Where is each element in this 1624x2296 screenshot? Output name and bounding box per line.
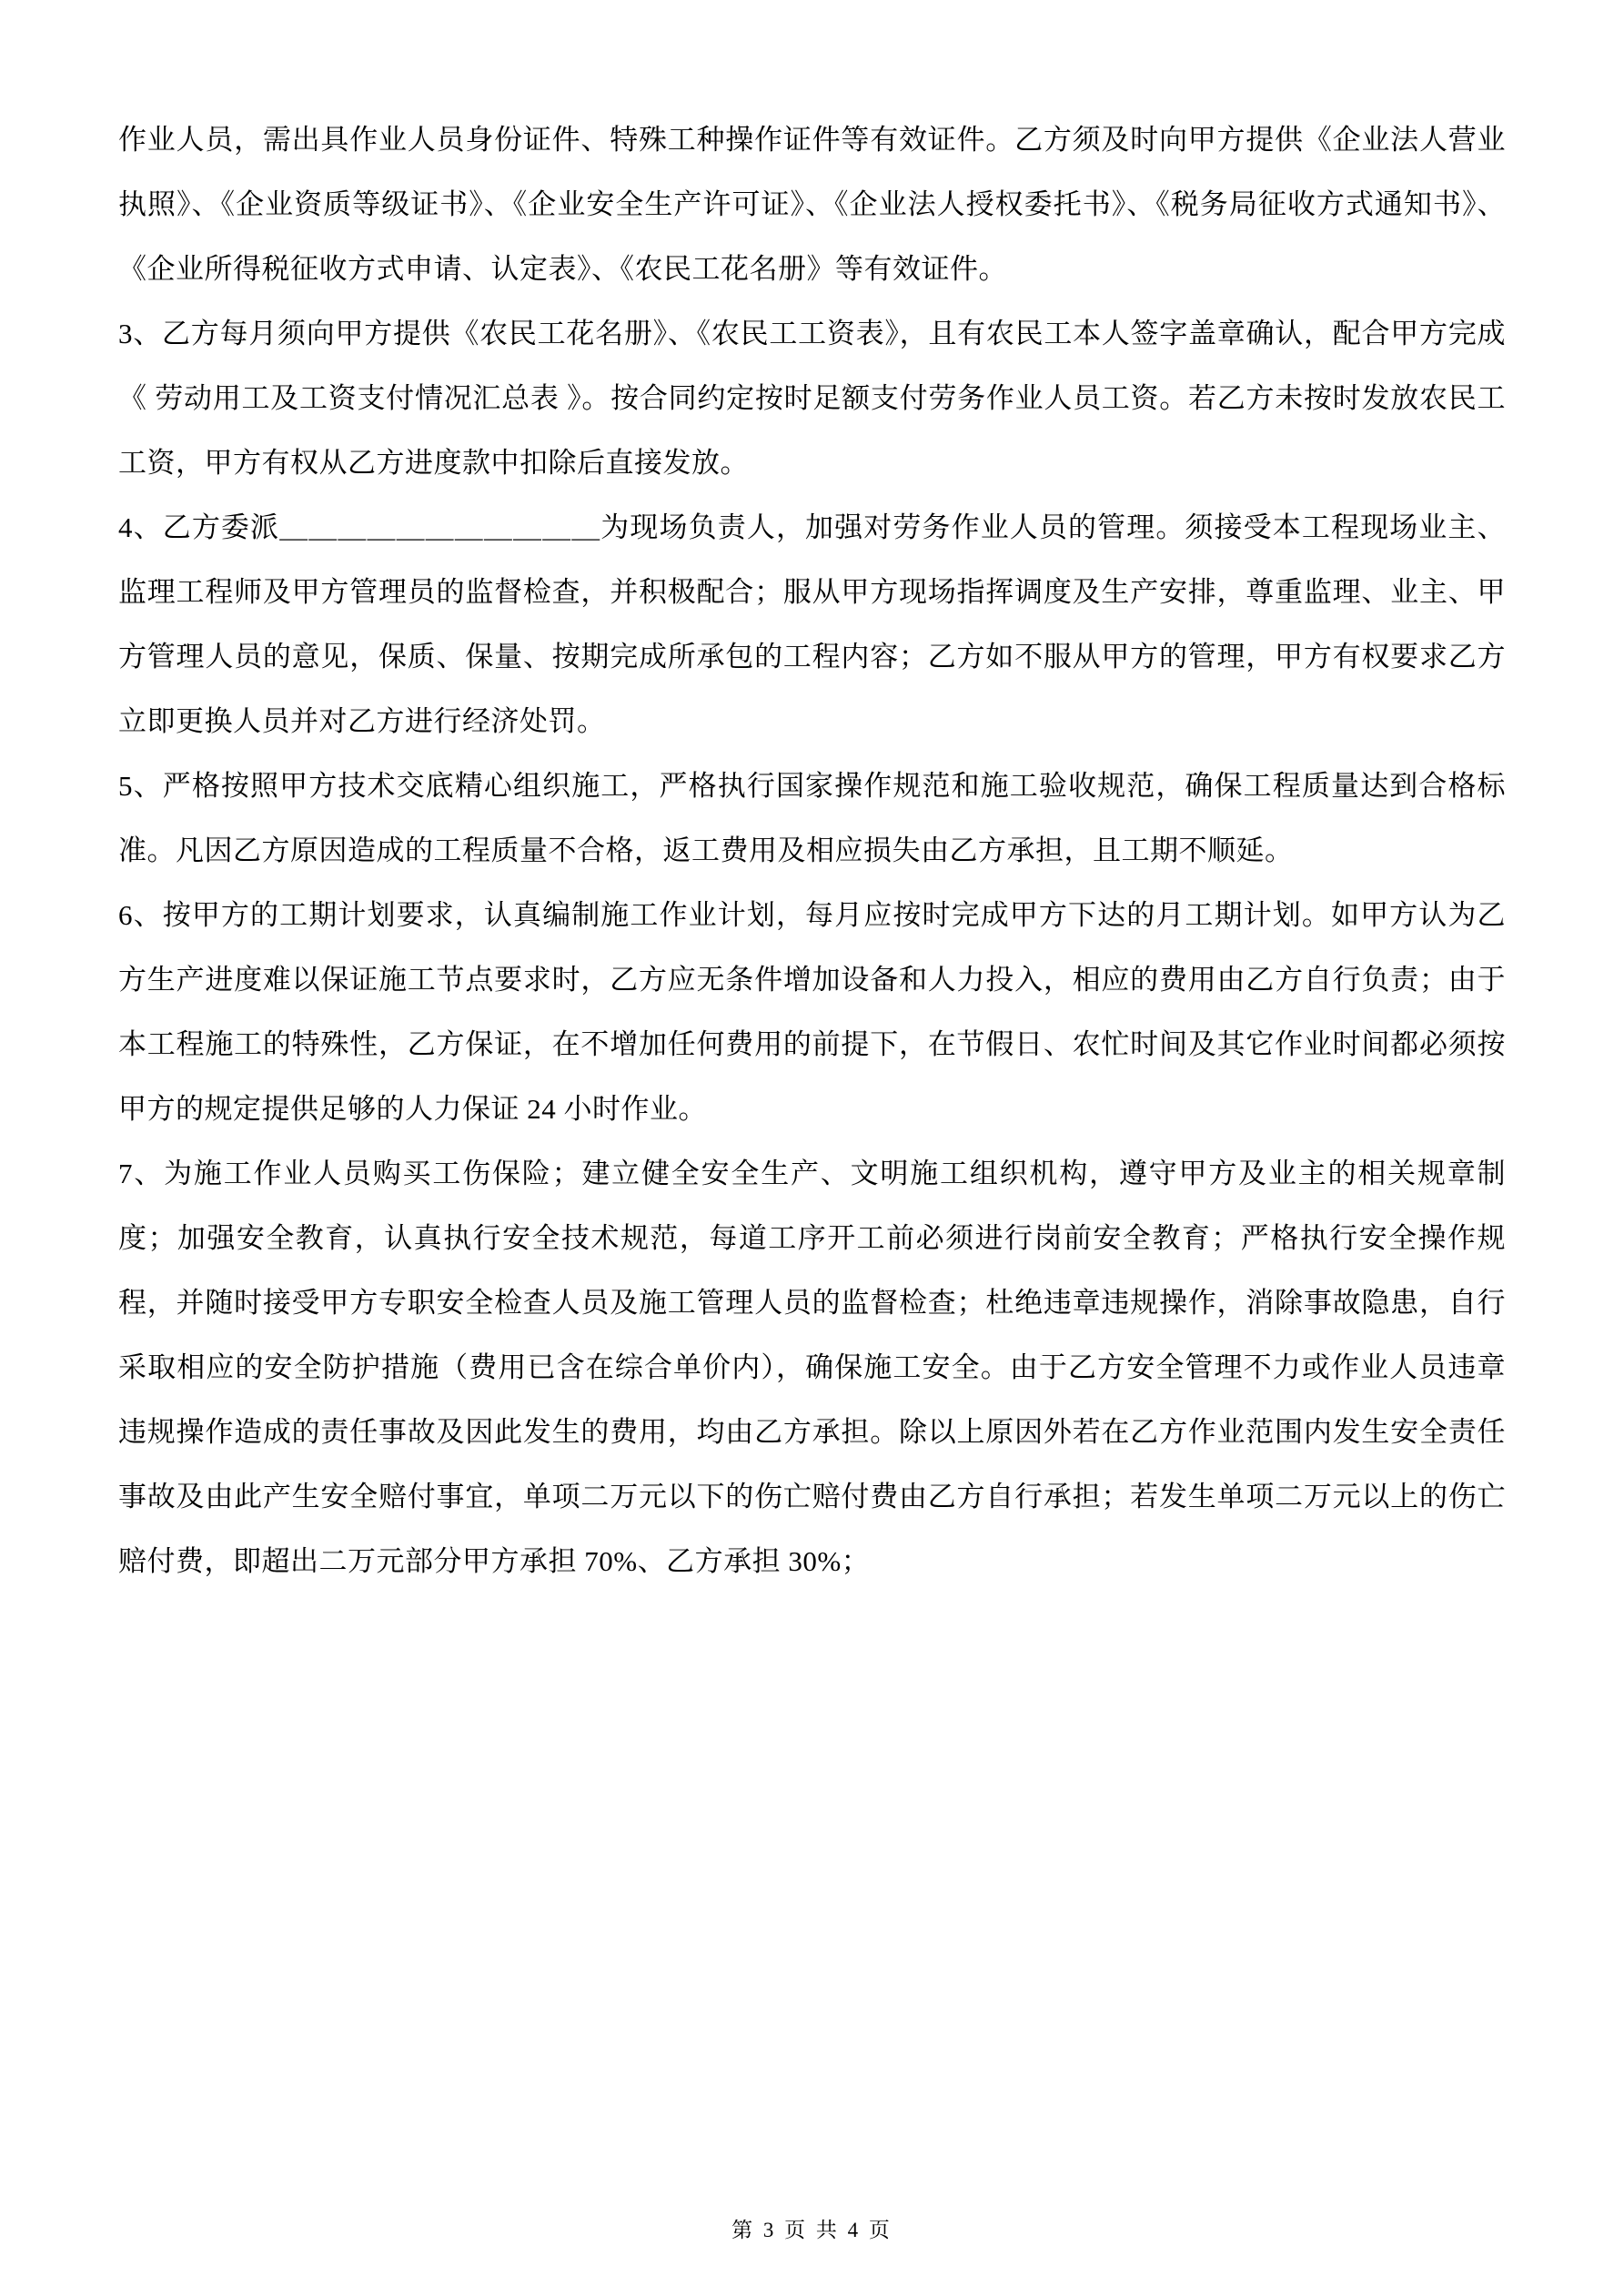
paragraph-clause-7: 7、为施工作业人员购买工伤保险；建立健全安全生产、文明施工组织机构，遵守甲方及业主的相关规章制度；加强安全教育，认真执行安全技术规范，每道工序开工前必须进行岗前安全教育；严格执行安全操作规程，并随时接受甲方专职安全检查人员及施工管理人员的监督检查；杜绝违章违规操作，消除事故隐患，自行采取相应的安全防护措施（费用已含在综合单价内），确保施工安全。由于乙方安全管理不力或作业人员违章违规操作造成的责任事故及因此发生的费用，均由乙方承担。除以上原因外若在乙方作业范围内发生安全责任事故及由此产生安全赔付事宜，单项二万元以下的伤亡赔付费由乙方自行承担；若发生单项二万元以上的伤亡赔付费，即超出二万元部分甲方承担 70%、乙方承担 30%；: [118, 1158, 1506, 1577]
paragraph-clause-5: 5、严格按照甲方技术交底精心组织施工，严格执行国家操作规范和施工验收规范，确保工程质量达到合格标准。凡因乙方原因造成的工程质量不合格，返工费用及相应损失由乙方承担，且工期不顺延。: [118, 770, 1506, 866]
page-footer: 第 3 页 共 4 页: [731, 2219, 893, 2241]
paragraph-clause-3: 3、乙方每月须向甲方提供《农民工花名册》、《农民工工资表》，且有农民工本人签字盖章确认，配合甲方完成《 劳动用工及工资支付情况汇总表 》。按合同约定按时足额支付劳务作业人员工资。若乙方未按时发放农民工工资，甲方有权从乙方进度款中扣除后直接发放。: [118, 318, 1506, 479]
paragraph-continuation: 作业人员，需出具作业人员身份证件、特殊工种操作证件等有效证件。乙方须及时向甲方提供《企业法人营业执照》、《企业资质等级证书》、《企业安全生产许可证》、《企业法人授权委托书》、《税务局征收方式通知书》、《企业所得税征收方式申请、认定表》、《农民工花名册》等有效证件。: [118, 124, 1506, 285]
paragraph-clause-6: 6、按甲方的工期计划要求，认真编制施工作业计划，每月应按时完成甲方下达的月工期计划。如甲方认为乙方生产进度难以保证施工节点要求时，乙方应无条件增加设备和人力投入，相应的费用由乙方自行负责；由于本工程施工的特殊性，乙方保证，在不增加任何费用的前提下，在节假日、农忙时间及其它作业时间都必须按甲方的规定提供足够的人力保证 24 小时作业。: [118, 899, 1506, 1125]
paragraph-clause-4: 4、乙方委派＿＿＿＿＿＿＿＿＿＿＿为现场负责人，加强对劳务作业人员的管理。须接受本工程现场业主、监理工程师及甲方管理员的监督检查，并积极配合；服从甲方现场指挥调度及生产安排，尊重监理、业主、甲方管理人员的意见，保质、保量、按期完成所承包的工程内容；乙方如不服从甲方的管理，甲方有权要求乙方立即更换人员并对乙方进行经济处罚。: [118, 511, 1506, 737]
document-content: [118, 107, 1506, 1593]
